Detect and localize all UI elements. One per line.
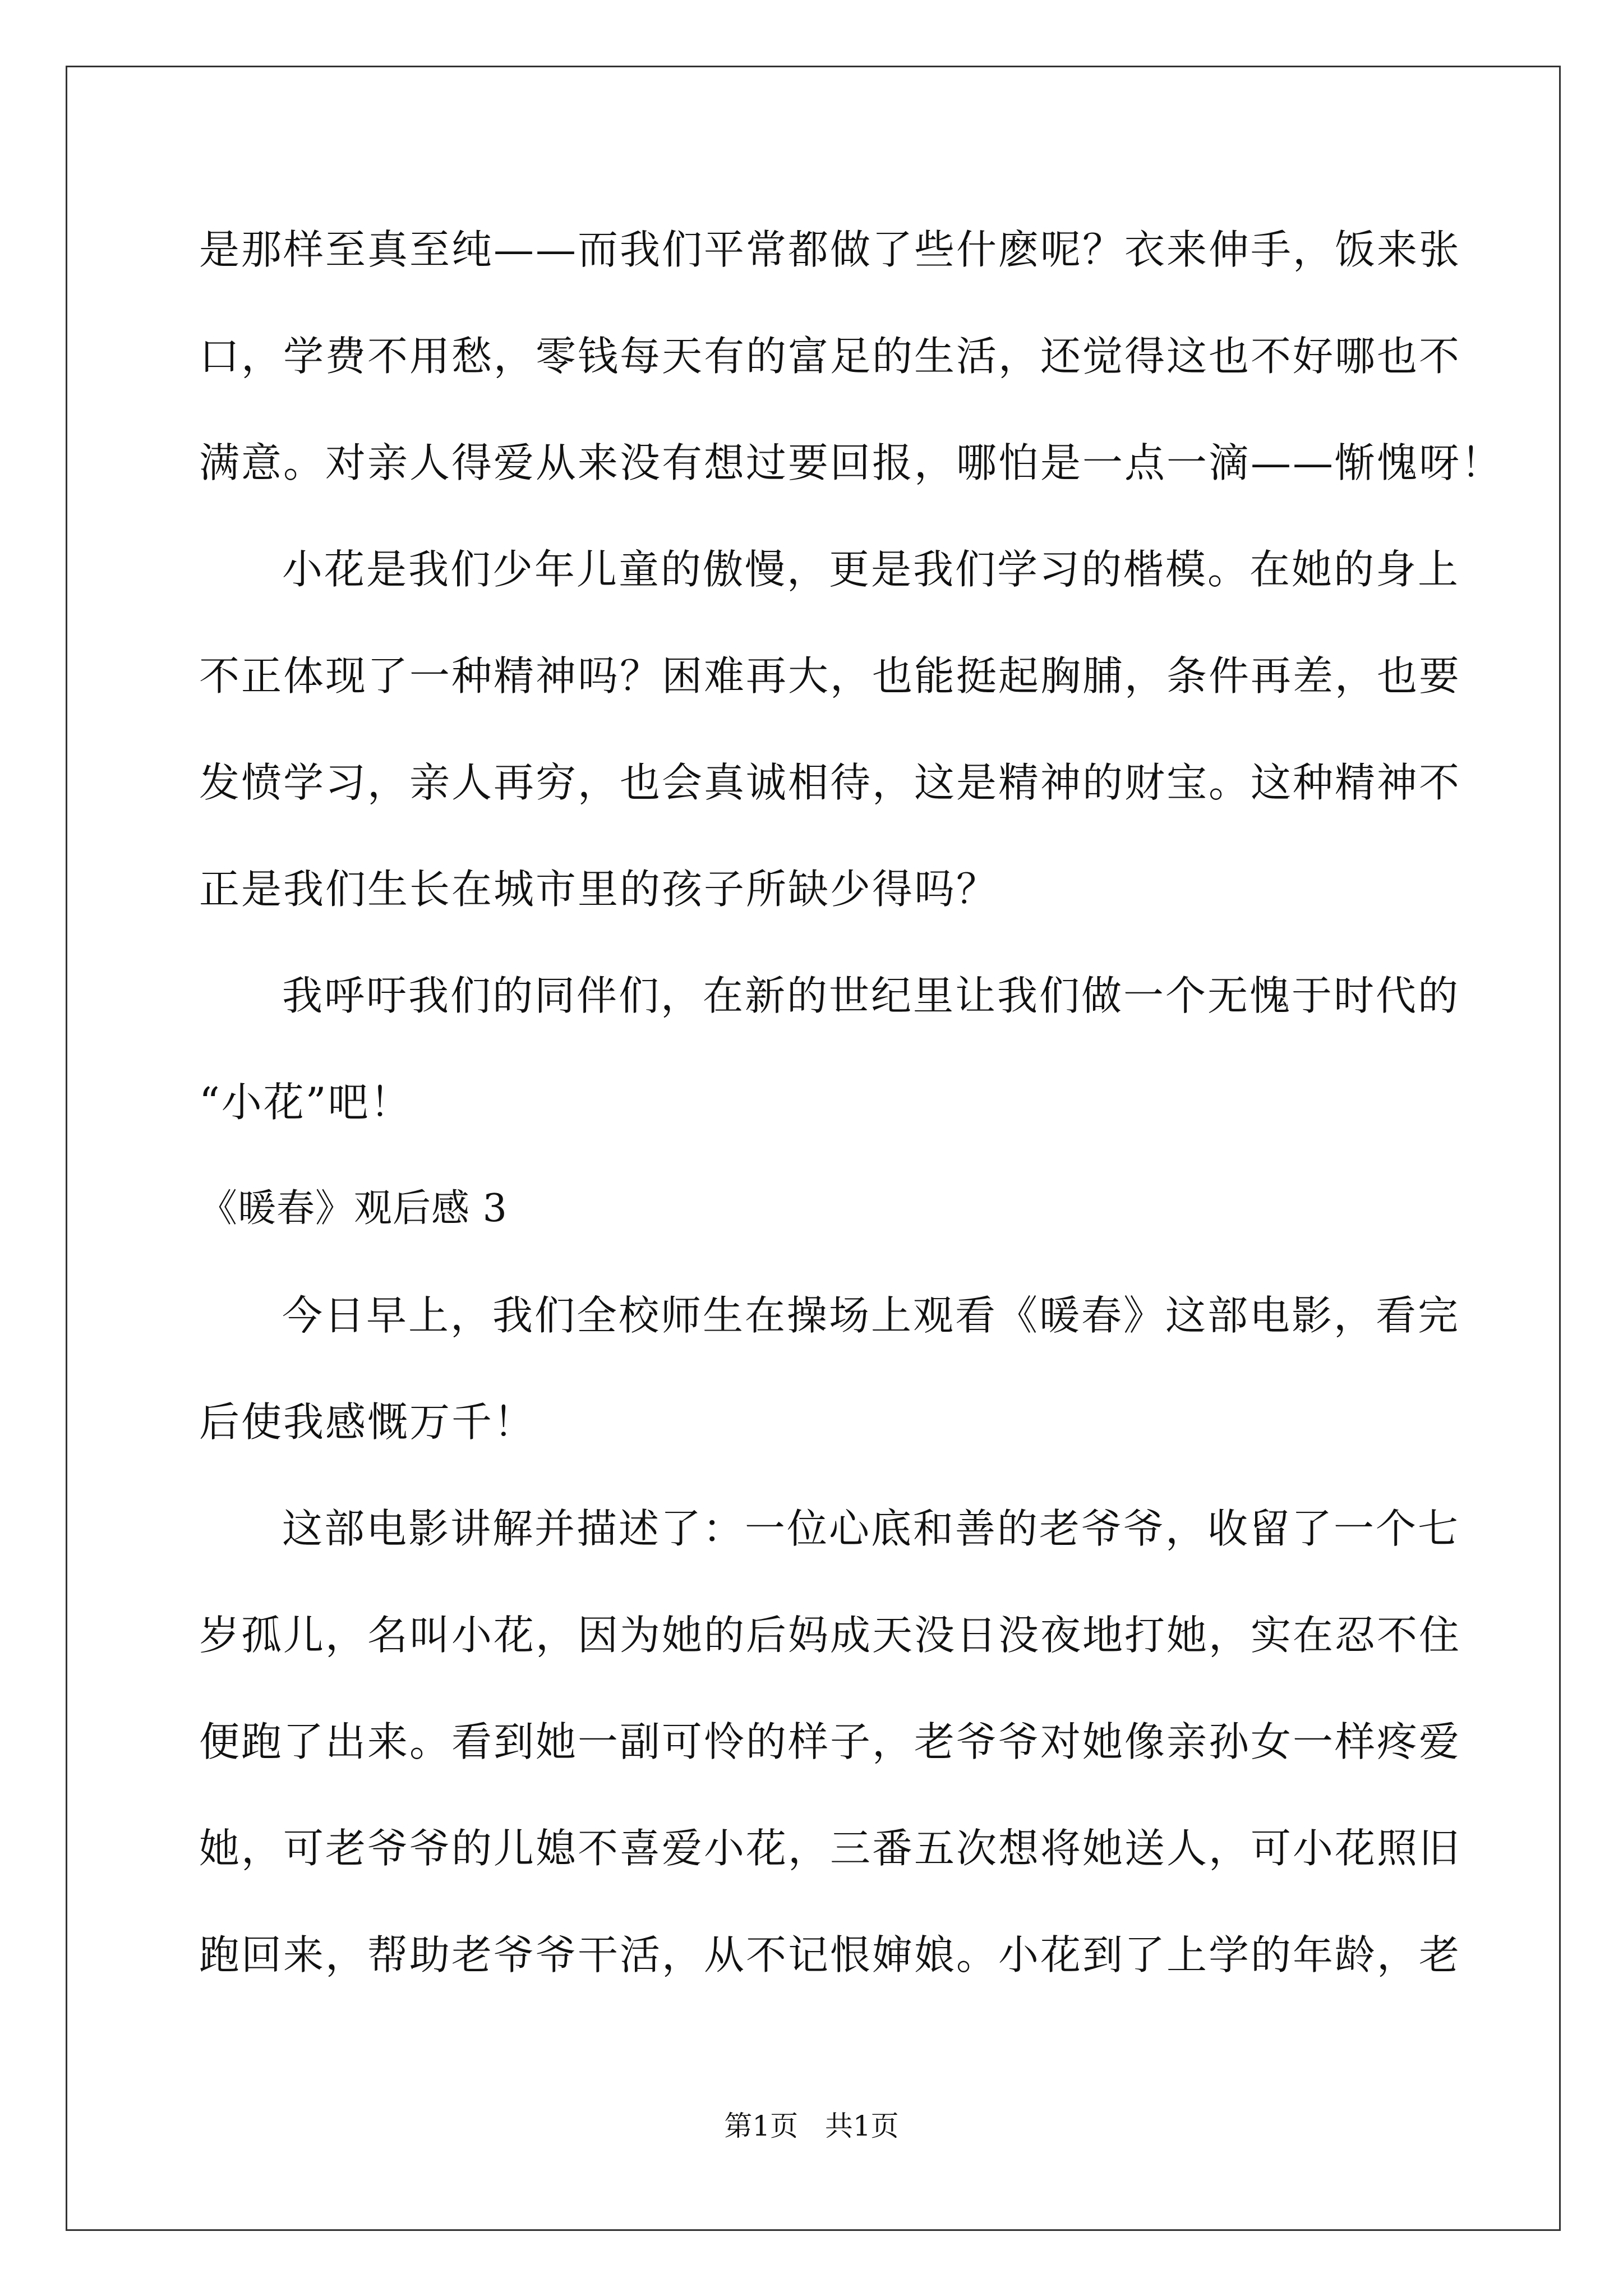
text-line: 不正体现了一种精神吗？困难再大，也能挺起胸脯，条件再差，也要	[199, 652, 1461, 700]
text-line: 是那样至真至纯——而我们平常都做了些什麽呢？衣来伸手，饭来张	[199, 226, 1461, 273]
paragraph-start-line: 这部电影讲解并描述了：一位心底和善的老爷爷，收留了一个七	[282, 1505, 1460, 1552]
text-line: 岁孤儿，名叫小花，因为她的后妈成天没日没夜地打她，实在忍不住	[199, 1612, 1461, 1659]
page-number: 第1页	[724, 2110, 799, 2142]
paragraph-start-line: 小花是我们少年儿童的傲慢，更是我们学习的楷模。在她的身上	[282, 546, 1460, 593]
text-line: “小花”吧！	[199, 1079, 412, 1126]
page-footer	[0, 2109, 1623, 2143]
document-body	[199, 208, 1504, 2019]
text-line: 便跑了出来。看到她一副可怜的样子，老爷爷对她像亲孙女一样疼爱	[199, 1718, 1461, 1765]
text-line: 后使我感慨万千！	[199, 1398, 536, 1446]
text-line: 正是我们生长在城市里的孩子所缺少得吗？	[199, 866, 999, 913]
text-line: 口，学费不用愁，零钱每天有的富足的生活，还觉得这也不好哪也不	[199, 333, 1461, 380]
paragraph-start-line: 我呼吁我们的同伴们，在新的世纪里让我们做一个无愧于时代的	[282, 972, 1460, 1019]
text-line: 跑回来，帮助老爷爷干活，从不记恨婶娘。小花到了上学的年龄，老	[199, 1931, 1461, 1978]
paragraph-start-line: 今日早上，我们全校师生在操场上观看《暖春》这部电影，看完	[282, 1292, 1460, 1339]
page-total: 共1页	[824, 2110, 899, 2142]
text-line: 发愤学习，亲人再穷，也会真诚相待，这是精神的财宝。这种精神不	[199, 759, 1461, 806]
text-line: 她，可老爷爷的儿媳不喜爱小花，三番五次想将她送人，可小花照旧	[199, 1825, 1461, 1872]
section-heading: 《暖春》观后感 3	[199, 1186, 508, 1231]
text-line: 满意。对亲人得爱从来没有想过要回报，哪怕是一点一滴——惭愧呀！	[199, 439, 1504, 486]
